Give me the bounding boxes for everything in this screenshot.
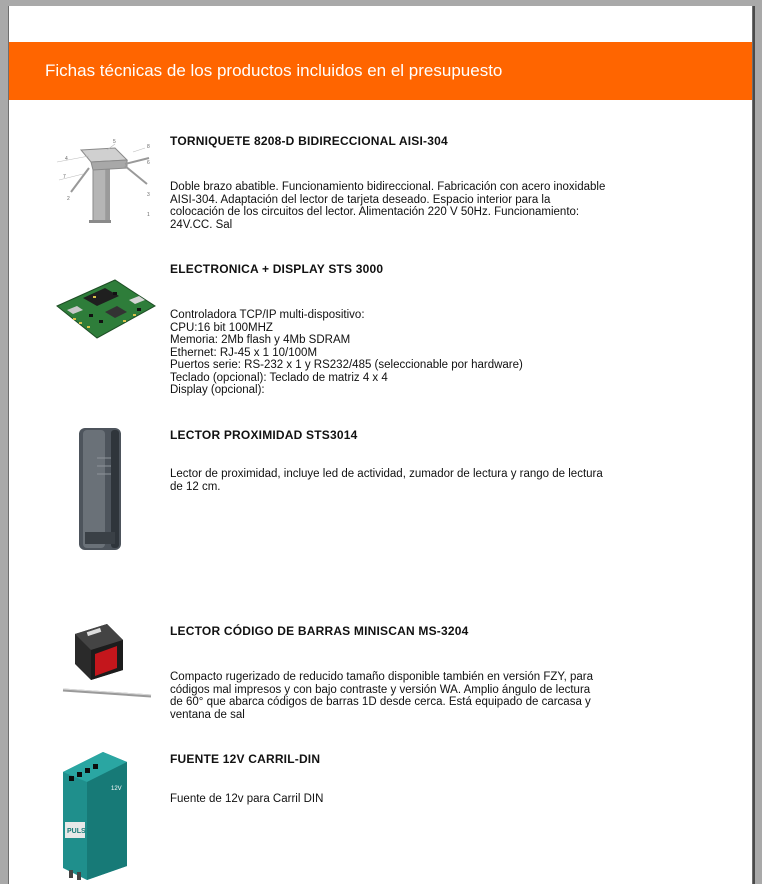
circuit-board-icon	[53, 276, 159, 342]
turnstile-icon	[53, 134, 157, 230]
description-line: de 12 cm.	[170, 480, 221, 493]
product-title: TORNIQUETE 8208-D BIDIRECCIONAL AISI-304	[170, 134, 448, 148]
power-supply-icon	[57, 750, 131, 882]
barcode-scanner-icon	[53, 618, 159, 702]
description-line: Memoria: 2Mb flash y 4Mb SDRAM	[170, 334, 351, 346]
product-title: LECTOR CÓDIGO DE BARRAS MINISCAN MS-3204	[170, 624, 469, 638]
svg-text:12V: 12V	[111, 786, 122, 792]
svg-text:8: 8	[147, 144, 150, 150]
description-line: códigos mal impresos y con bajo contraste y versión WA. Amplio ángulo de lectura	[170, 683, 591, 696]
description-line: colocación de los circuitos del lector. Alimentación 220 V 50Hz. Funcionamiento:	[170, 206, 580, 218]
description-line: CPU:16 bit 100MHZ	[170, 321, 273, 334]
description-line: Fuente de 12v para Carril DIN	[170, 793, 324, 805]
page-title: Fichas técnicas de los productos incluidos en el presupuesto	[45, 61, 503, 80]
product-description	[170, 309, 640, 397]
description-line: Doble brazo abatible. Funcionamiento bidireccional. Fabricación con acero inoxidable	[170, 181, 606, 193]
header-banner	[9, 42, 752, 100]
description-line: Teclado (opcional): Teclado de matriz 4 x 4	[170, 371, 388, 384]
svg-text:6: 6	[147, 160, 150, 166]
svg-text:4: 4	[65, 156, 68, 162]
description-line: Ethernet: RJ-45 x 1 10/100M	[170, 346, 318, 359]
product-description	[170, 793, 640, 806]
product-title: FUENTE 12V CARRIL-DIN	[170, 752, 321, 766]
description-line: Controladora TCP/IP multi-dispositivo:	[170, 309, 365, 321]
description-line: Compacto rugerizado de reducido tamaño disponible también en versión FZY, para	[170, 671, 593, 683]
description-line: de 60° que abarca códigos de barras 1D desde cerca. Está equipado de carcasa y	[170, 696, 591, 708]
description-line: 24V.CC. Sal	[170, 218, 233, 231]
description-line: Lector de proximidad, incluye led de actividad, zumador de lectura y rango de lectura	[170, 468, 603, 480]
svg-text:1: 1	[147, 212, 150, 218]
document-page	[8, 6, 753, 884]
svg-text:5: 5	[113, 139, 116, 145]
svg-text:7: 7	[63, 174, 66, 180]
proximity-reader-icon	[75, 426, 131, 554]
product-description	[170, 468, 640, 493]
description-line: Puertos serie: RS-232 x 1 y RS232/485 (seleccionable por hardware)	[170, 359, 523, 371]
product-description	[170, 671, 640, 721]
description-line: ventana de sal	[170, 708, 245, 721]
description-line: AISI-304. Adaptación del lector de tarjeta deseado. Espacio interior para la	[170, 193, 551, 206]
product-title: ELECTRONICA + DISPLAY STS 3000	[170, 262, 384, 276]
product-title: LECTOR PROXIMIDAD STS3014	[170, 428, 358, 442]
svg-text:PULS: PULS	[67, 828, 86, 835]
description-line: Display (opcional):	[170, 384, 265, 396]
svg-text:3: 3	[147, 192, 150, 198]
product-description	[170, 181, 640, 231]
svg-text:2: 2	[67, 196, 70, 202]
